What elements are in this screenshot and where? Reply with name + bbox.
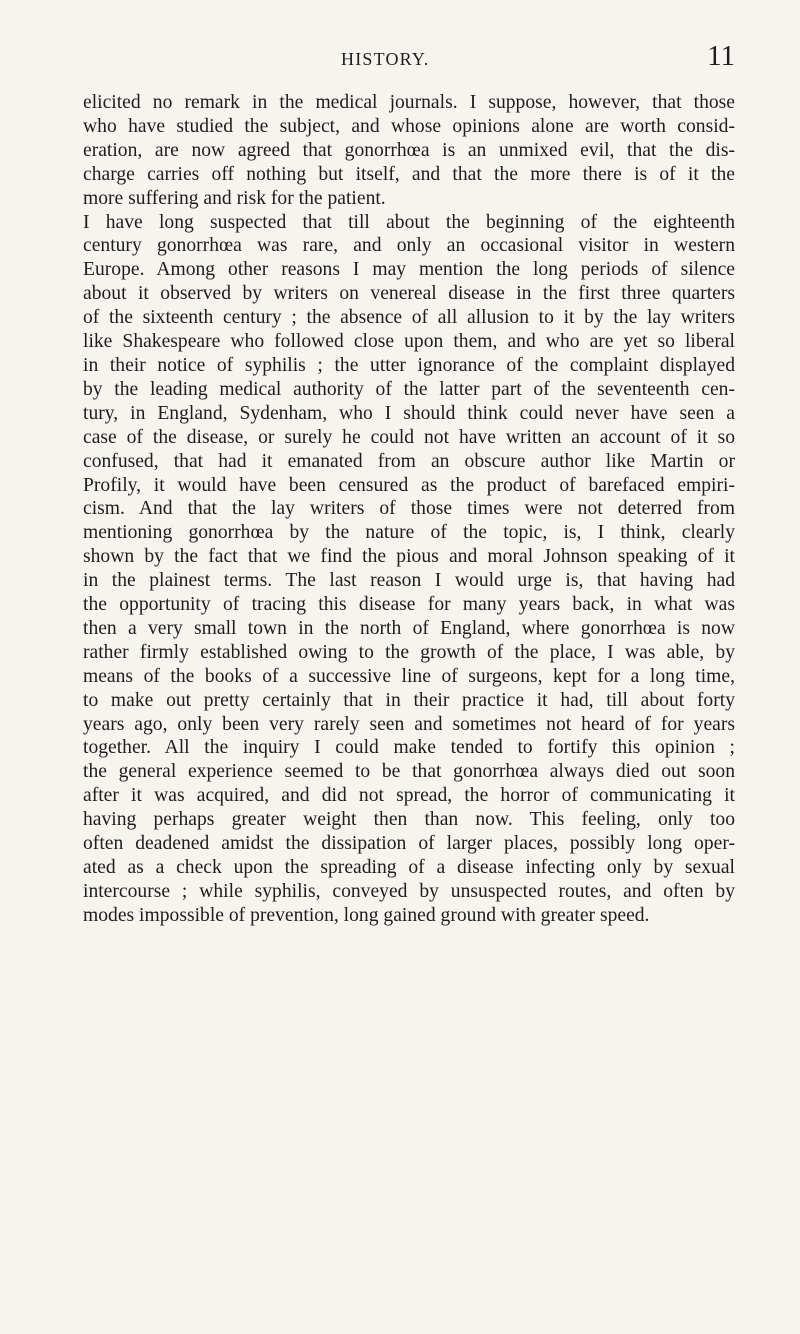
text-line: eration, are now agreed that gonorrhœa is an unmixed evil, that the dis- <box>83 139 735 161</box>
running-head <box>83 40 735 90</box>
text-line: of the sixteenth century ; the absence of all allusion to it by the lay writers <box>83 307 735 329</box>
text-line: the general experience seemed to be that gonorrhœa always died out soon <box>83 761 735 783</box>
text-line: like Shakespeare who followed close upon them, and who are yet so liberal <box>83 331 735 353</box>
text-line: to make out pretty certainly that in their practice it had, till about forty <box>83 689 735 711</box>
text-line: the opportunity of tracing this disease for many years back, in what was <box>83 594 735 616</box>
text-line: years ago, only been very rarely seen and sometimes not heard of for years <box>83 713 735 735</box>
text-line: I have long suspected that till about the beginning of the eighteenth <box>83 211 735 233</box>
text-line: ated as a check upon the spreading of a disease infecting only by sexual <box>83 857 735 878</box>
body-text <box>83 91 735 928</box>
text-line: tury, in England, Sydenham, who I should think could never have seen a <box>83 402 735 424</box>
text-line: intercourse ; while syphilis, conveyed by unsuspected routes, and often by <box>83 880 735 902</box>
text-line: who have studied the subject, and whose opinions alone are worth consid- <box>83 115 735 137</box>
text-line: rather firmly established owing to the growth of the place, I was able, by <box>83 641 735 663</box>
text-line: means of the books of a successive line of surgeons, kept for a long time, <box>83 665 735 687</box>
text-line: case of the disease, or surely he could not have written an account of it so <box>83 426 735 448</box>
text-line: together. All the inquiry I could make tended to fortify this opinion ; <box>83 737 735 759</box>
text-line: in their notice of syphilis ; the utter ignorance of the complaint displayed <box>83 354 735 376</box>
text-line: then a very small town in the north of England, where gonorrhœa is now <box>83 617 735 639</box>
text-line: confused, that had it emanated from an obscure author like Martin or <box>83 450 735 472</box>
text-line: shown by the fact that we find the pious and moral Johnson speaking of it <box>83 546 735 568</box>
text-line: charge carries off nothing but itself, and that the more there is of it the <box>83 163 735 185</box>
text-line: often deadened amidst the dissipation of larger places, possibly long oper- <box>83 833 735 855</box>
page-number: 11 <box>707 40 735 72</box>
text-line: after it was acquired, and did not spread, the horror of communicating it <box>83 785 735 807</box>
running-head-title: HISTORY. <box>341 49 430 69</box>
text-line: Profily, it would have been censured as the product of barefaced empiri- <box>83 474 735 496</box>
text-line: elicited no remark in the medical journals. I suppose, however, that those <box>83 92 735 113</box>
text-line: mentioning gonorrhœa by the nature of the topic, is, I think, clearly <box>83 522 735 544</box>
text-line: by the leading medical authority of the latter part of the seventeenth cen- <box>83 378 735 400</box>
text-line: Europe. Among other reasons I may mention the long periods of silence <box>83 259 735 281</box>
text-line: in the plainest terms. The last reason I would urge is, that having had <box>83 570 735 592</box>
text-line: about it observed by writers on venereal disease in the first three quarters <box>83 283 735 305</box>
text-line: cism. And that the lay writers of those times were not deterred from <box>83 498 735 520</box>
text-line: having perhaps greater weight then than now. This feeling, only too <box>83 809 735 831</box>
text-line: modes impossible of prevention, long gained ground with greater speed. <box>83 904 650 926</box>
text-line: century gonorrhœa was rare, and only an occasional visitor in western <box>83 235 735 257</box>
text-line: more suffering and risk for the patient. <box>83 187 386 209</box>
